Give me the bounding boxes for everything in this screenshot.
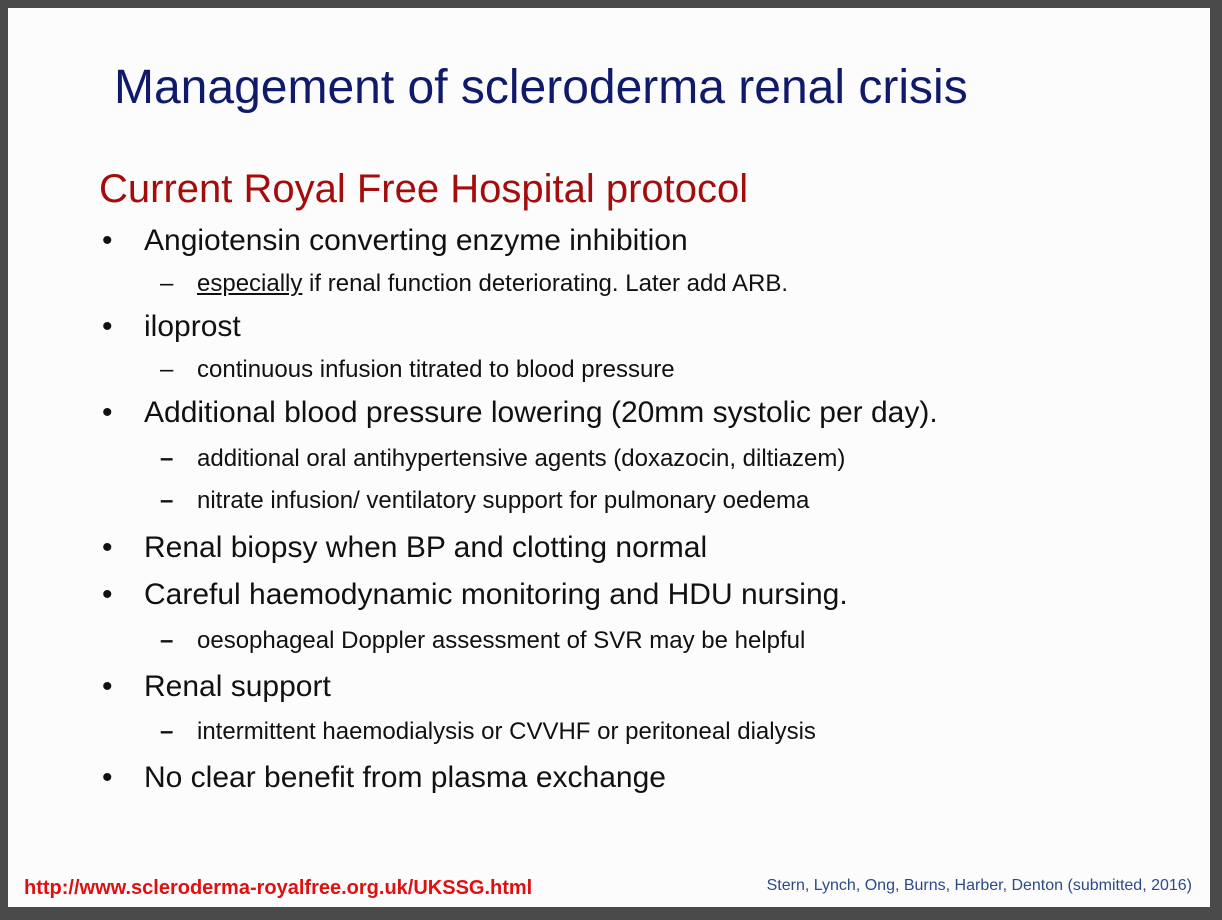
list-subitem-text: oesophageal Doppler assessment of SVR may be helpful <box>197 627 806 654</box>
footer-citation: Stern, Lynch, Ong, Burns, Harber, Denton (submitted, 2016) <box>766 877 1192 894</box>
list-subitem-text: nitrate infusion/ ventilatory support for pulmonary oedema <box>197 487 810 514</box>
list-subitem <box>160 627 805 655</box>
bullet-marker: • <box>102 224 113 257</box>
list-subitem-text: if renal function deteriorating. Later add ARB. <box>302 270 789 297</box>
dash-marker: – <box>160 627 174 654</box>
dash-marker: – <box>160 487 174 514</box>
list-item <box>102 531 707 566</box>
dash-marker: – <box>160 718 174 745</box>
bullet-marker: • <box>102 531 113 564</box>
slide <box>8 8 1210 907</box>
list-subitem-text: additional oral antihypertensive agents (doxazocin, diltiazem) <box>197 445 846 472</box>
list-item <box>102 761 666 796</box>
slide-subtitle: Current Royal Free Hospital protocol <box>99 167 749 211</box>
footer-url-link[interactable]: http://www.scleroderma-royalfree.org.uk/UKSSG.html <box>24 877 533 899</box>
list-subitem <box>160 487 809 515</box>
list-subitem <box>160 445 845 473</box>
bullet-marker: • <box>102 761 113 794</box>
list-subitem <box>160 718 816 746</box>
list-subitem-text: intermittent haemodialysis or CVVHF or peritoneal dialysis <box>197 718 816 745</box>
list-item-text: Renal biopsy when BP and clotting normal <box>144 531 708 564</box>
list-item <box>102 310 241 345</box>
dash-marker: – <box>160 270 174 297</box>
list-subitem <box>160 270 788 298</box>
list-item-text: Renal support <box>144 670 331 703</box>
list-item <box>102 670 331 705</box>
bullet-marker: • <box>102 670 113 703</box>
list-subitem-text: continuous infusion titrated to blood pressure <box>197 356 675 383</box>
bullet-list <box>8 8 1210 907</box>
slide-title: Management of scleroderma renal crisis <box>114 61 968 114</box>
list-item-text: Angiotensin converting enzyme inhibition <box>144 224 688 257</box>
list-item-text: Additional blood pressure lowering (20mm systolic per day). <box>144 396 938 429</box>
dash-marker: – <box>160 445 174 472</box>
list-subitem-underlined: especially <box>197 270 303 297</box>
bullet-marker: • <box>102 310 113 343</box>
dash-marker: – <box>160 356 174 383</box>
list-item-text: No clear benefit from plasma exchange <box>144 761 666 794</box>
bullet-marker: • <box>102 578 113 611</box>
list-item <box>102 396 938 431</box>
bullet-marker: • <box>102 396 113 429</box>
list-item-text: Careful haemodynamic monitoring and HDU nursing. <box>144 578 848 611</box>
list-item <box>102 224 688 259</box>
list-item-text: iloprost <box>144 310 241 343</box>
list-item <box>102 578 848 613</box>
list-subitem <box>160 356 675 384</box>
